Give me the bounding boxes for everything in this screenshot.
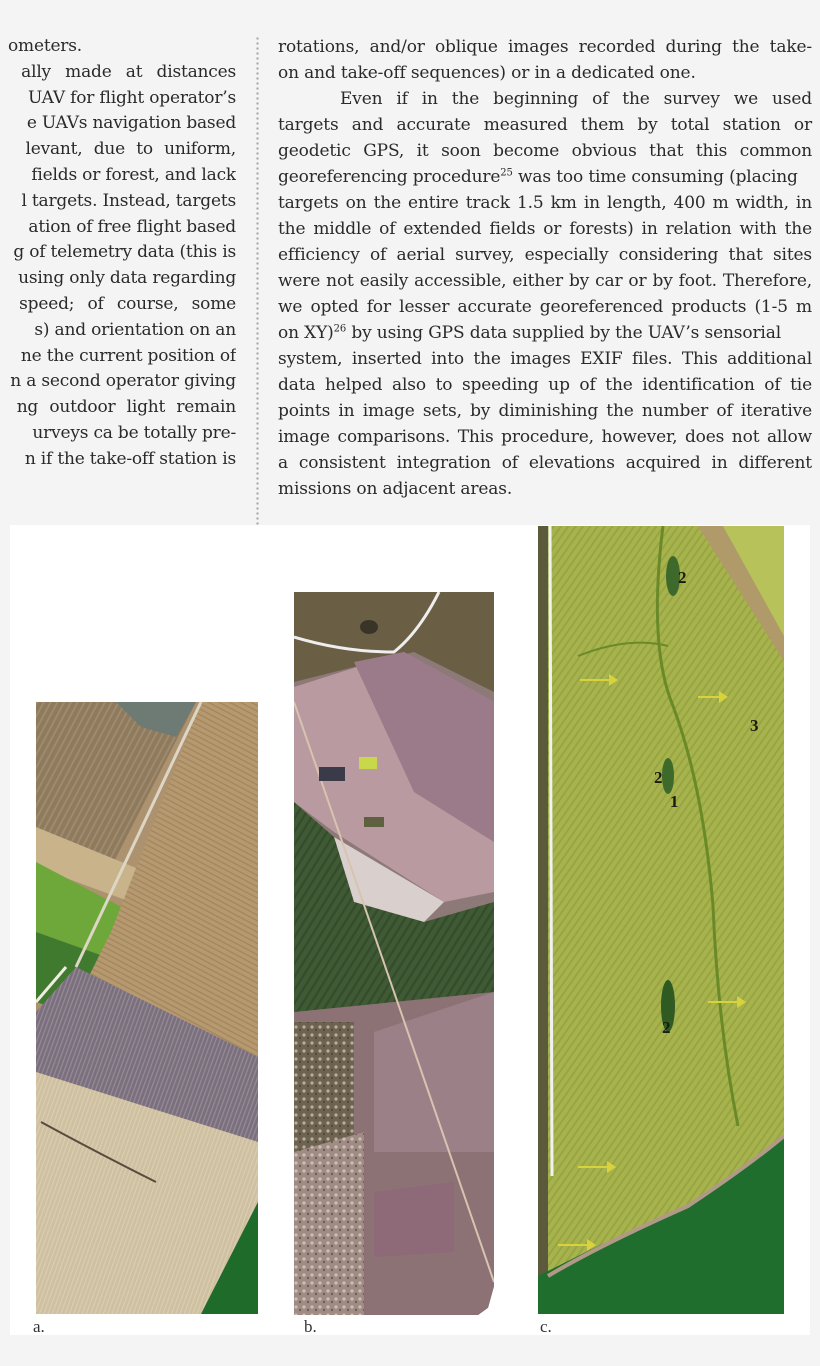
left-text-column [0, 34, 236, 473]
panel-label-a: a. [33, 1317, 45, 1336]
text-line: g of telemetry data (this is [13, 242, 236, 263]
text-line: the middle of extended fields or forests) in relation with the [278, 219, 812, 239]
footnote-ref: 25 [500, 167, 513, 179]
aerial-image-c [538, 526, 784, 1314]
text-line: levant, due to uniform, [25, 139, 236, 160]
text-line: data helped also to speeding up of the identification of tie [278, 375, 812, 395]
arrow-marker [558, 1244, 588, 1246]
text-line: on and take-off sequences) or in a dedicated one. [278, 63, 696, 83]
text-line: system, inserted into the images EXIF files. This additional [278, 349, 812, 369]
text-line: targets and accurate measured them by total station or [278, 115, 812, 135]
text-line: points in image sets, by diminishing the number of iterative [278, 401, 812, 421]
text-line-with-footnote [278, 164, 812, 190]
figure [10, 525, 810, 1335]
text-fragment: georeferencing procedure [278, 167, 501, 187]
arrow-marker [698, 696, 720, 698]
text-line: ng outdoor light remain [16, 397, 236, 418]
text-fragment: was too time consuming (placing [518, 167, 798, 187]
footnote-ref: 26 [333, 323, 347, 335]
arrow-marker [578, 1166, 608, 1168]
text-line: e UAVs navigation based [26, 113, 236, 134]
text-line: ne the current position of [20, 345, 236, 366]
marker-number: 3 [750, 716, 759, 735]
text-line: speed; of course, some [19, 293, 236, 314]
panel-label-c: c. [540, 1317, 552, 1336]
text-line: l targets. Instead, targets [21, 190, 236, 211]
text-line: geodetic GPS, it soon become obvious that this common [278, 141, 812, 161]
text-line: rotations, and/or oblique images recorded during the take- [278, 37, 812, 57]
text-line: ation of free flight based [28, 216, 236, 237]
text-line: were not easily accessible, either by car or by foot. Therefore, [278, 271, 812, 291]
text-line: n a second operator giving [10, 371, 236, 392]
text-line: targets on the entire track 1.5 km in length, 400 m width, in [278, 193, 812, 213]
field-pattern-b [294, 592, 494, 1315]
text-line: Even if in the beginning of the survey we used [340, 89, 812, 109]
text-fragment: on XY) [278, 323, 334, 343]
panel-label-b: b. [304, 1317, 317, 1336]
text-line: ometers. [8, 36, 82, 56]
text-line: missions on adjacent areas. [278, 479, 513, 499]
arrow-marker [708, 1001, 738, 1003]
text-line: image comparisons. This procedure, however, does not allow [278, 427, 812, 447]
marker-number: 2 [678, 568, 687, 587]
aerial-image-a [36, 702, 258, 1314]
text-line: s) and orientation on an [34, 319, 236, 340]
field-pattern-a [36, 702, 258, 1314]
marker-number: 1 [670, 792, 679, 811]
field-pattern-c [538, 526, 784, 1314]
text-line: using only data regarding [18, 268, 236, 289]
text-line: n if the take-off station is [24, 448, 236, 469]
text-line: urveys ca be totally pre- [32, 422, 236, 443]
text-line-with-footnote [278, 320, 812, 346]
marker-number: 2 [662, 1018, 671, 1037]
text-line: efficiency of aerial survey, especially considering that sites [278, 245, 812, 265]
text-line: we opted for lesser accurate georeferenced products (1-5 m [278, 297, 812, 317]
marker-number: 2 [654, 768, 663, 787]
text-line: ally made at distances [21, 61, 236, 82]
column-separator [256, 36, 259, 526]
arrow-marker [580, 679, 610, 681]
text-fragment: by using GPS data supplied by the UAV’s sensorial [351, 323, 781, 343]
right-text-column [278, 34, 812, 502]
text-line: UAV for flight operator’s [28, 87, 236, 108]
text-line: fields or forest, and lack [31, 164, 236, 185]
aerial-image-b [294, 592, 494, 1315]
text-line: a consistent integration of elevations acquired in different [278, 453, 812, 473]
